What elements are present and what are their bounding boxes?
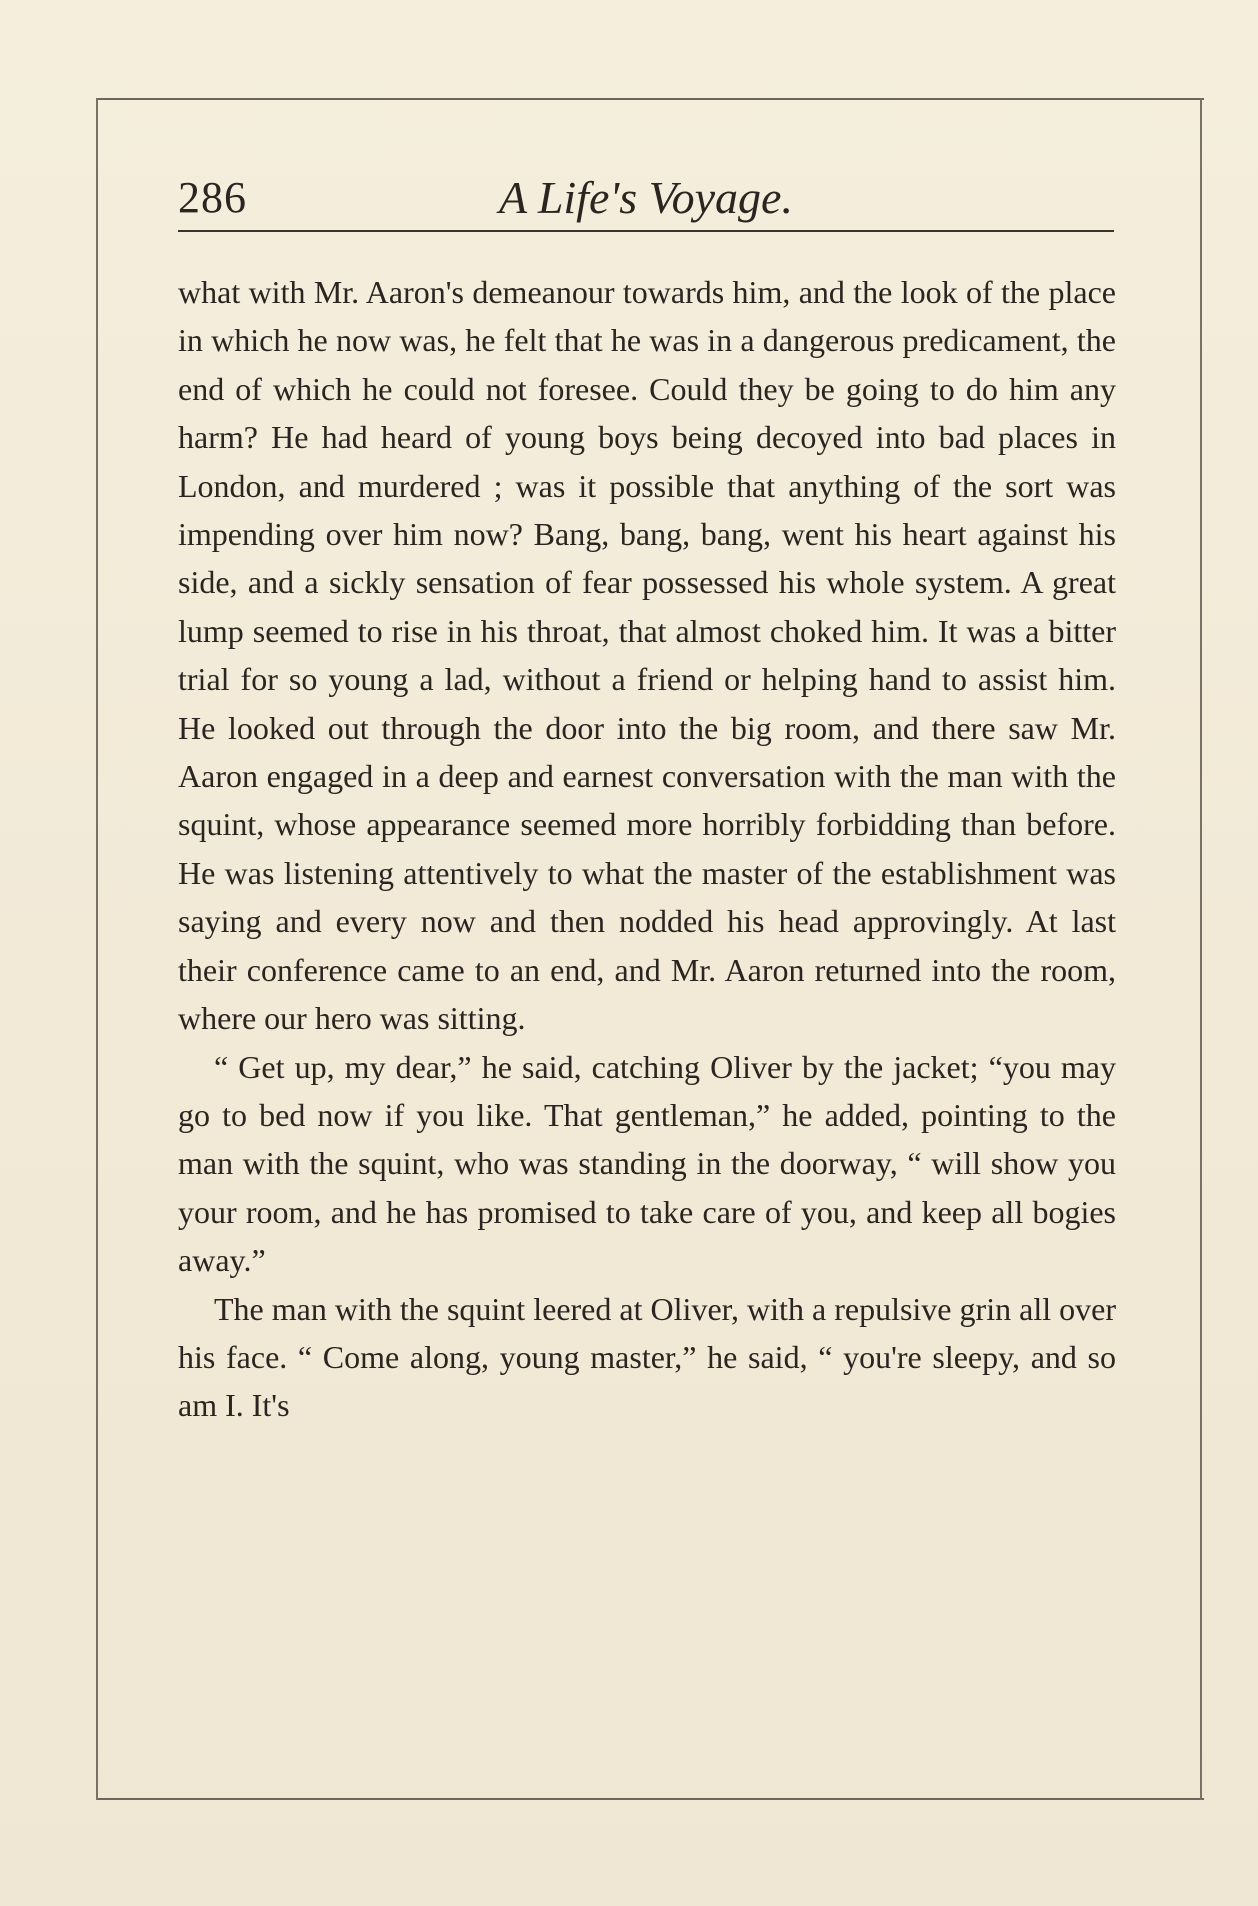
paragraph-2: “ Get up, my dear,” he said, catching Oliver by the jacket; “you may go to bed now if you like. That gentleman,” he added, pointing to the man with the squint, who was standing in the doorway, “ will show you your room, and he has promised to take care of you, and keep all bogies away.” (178, 1048, 1116, 1279)
body-text (178, 268, 1116, 1430)
header-rule (178, 230, 1114, 232)
frame-top-rule (96, 98, 1204, 100)
frame-right-rule (1200, 98, 1202, 1800)
paragraph-3: The man with the squint leered at Oliver, with a repulsive grin all over his face. “ Come along, young master,” he said, “ you're sleepy, and so am I. It's (178, 1290, 1116, 1424)
page-header (178, 168, 1114, 228)
running-title: A Life's Voyage. (499, 172, 793, 223)
frame-bottom-rule (96, 1798, 1204, 1800)
page-number: 286 (178, 173, 247, 222)
paragraph-1: what with Mr. Aaron's demeanour towards him, and the look of the place in which he now was, he felt that he was in a dangerous predicament, the end of which he could not foresee. Could they be going to do him any harm? He had heard of young boys being decoyed into bad places in London, and murdered ; was it possible that anything of the sort was impending over him now? Bang, bang, bang, went his heart against his side, and a sickly sensation of fear possessed his whole system. A great lump seemed to rise in his throat, that almost choked him. It was a bitter trial for so young a lad, without a friend or helping hand to assist him. He looked out through the door into the big room, and there saw Mr. Aaron engaged in a deep and earnest conversation with the man with the squint, whose appearance seemed more horribly forbidding than before. He was listening attentively to what the master of the establishment was saying and every now and then nodded his head approvingly. At last their conference came to an end, and Mr. Aaron returned into the room, where our hero was sitting. (178, 274, 1116, 1037)
frame-left-rule (96, 98, 98, 1800)
